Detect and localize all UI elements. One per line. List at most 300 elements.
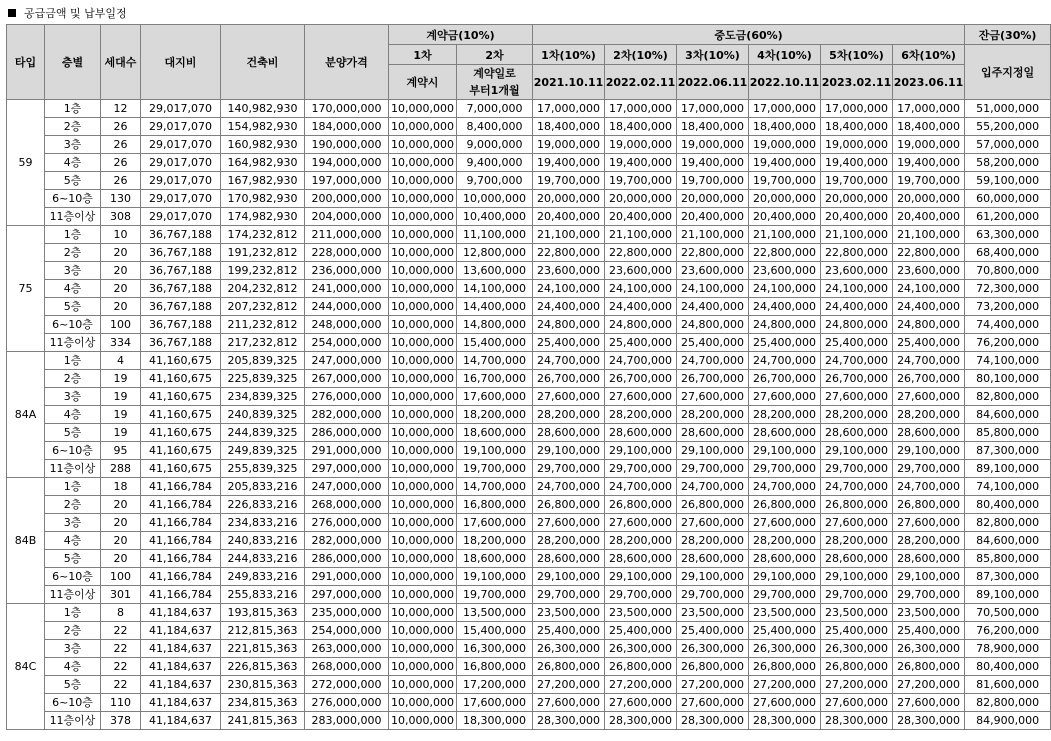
- middle-2-cell: 26,800,000: [605, 496, 677, 514]
- middle-2-cell: 23,500,000: [605, 604, 677, 622]
- units-cell: 301: [101, 586, 141, 604]
- middle-6-cell: 24,800,000: [893, 316, 965, 334]
- middle-1-cell: 27,200,000: [533, 676, 605, 694]
- middle-1-cell: 29,100,000: [533, 442, 605, 460]
- middle-5-cell: 23,600,000: [821, 262, 893, 280]
- middle-3-cell: 27,600,000: [677, 514, 749, 532]
- floor-cell: 5층: [45, 676, 101, 694]
- middle-6-cell: 28,200,000: [893, 532, 965, 550]
- middle-1-cell: 18,400,000: [533, 118, 605, 136]
- floor-cell: 5층: [45, 550, 101, 568]
- deposit-2-cell: 9,400,000: [457, 154, 533, 172]
- table-row: [7, 496, 1051, 514]
- sale-price-cell: 276,000,000: [305, 388, 389, 406]
- header-middle-2-date: 2022.02.11: [605, 65, 677, 100]
- middle-5-cell: 28,600,000: [821, 550, 893, 568]
- deposit-2-cell: 18,600,000: [457, 550, 533, 568]
- balance-cell: 68,400,000: [965, 244, 1051, 262]
- sale-price-cell: 297,000,000: [305, 460, 389, 478]
- sale-price-cell: 291,000,000: [305, 442, 389, 460]
- land-cost-cell: 41,160,675: [141, 406, 221, 424]
- floor-cell: 4층: [45, 532, 101, 550]
- deposit-2-cell: 18,600,000: [457, 424, 533, 442]
- floor-cell: 2층: [45, 370, 101, 388]
- middle-1-cell: 28,300,000: [533, 712, 605, 730]
- building-cost-cell: 211,232,812: [221, 316, 305, 334]
- section-title-text: 공급금액 및 납부일정: [24, 7, 127, 20]
- middle-2-cell: 28,200,000: [605, 406, 677, 424]
- balance-cell: 55,200,000: [965, 118, 1051, 136]
- land-cost-cell: 41,166,784: [141, 550, 221, 568]
- middle-4-cell: 25,400,000: [749, 622, 821, 640]
- deposit-1-cell: 10,000,000: [389, 172, 457, 190]
- land-cost-cell: 41,160,675: [141, 442, 221, 460]
- middle-3-cell: 23,600,000: [677, 262, 749, 280]
- middle-6-cell: 22,800,000: [893, 244, 965, 262]
- middle-6-cell: 27,600,000: [893, 388, 965, 406]
- land-cost-cell: 29,017,070: [141, 136, 221, 154]
- deposit-2-cell: 17,600,000: [457, 388, 533, 406]
- table-row: [7, 442, 1051, 460]
- land-cost-cell: 36,767,188: [141, 244, 221, 262]
- sale-price-cell: 254,000,000: [305, 334, 389, 352]
- deposit-2-cell: 16,300,000: [457, 640, 533, 658]
- deposit-2-cell: 12,800,000: [457, 244, 533, 262]
- sale-price-cell: 247,000,000: [305, 352, 389, 370]
- sale-price-cell: 170,000,000: [305, 100, 389, 118]
- deposit-1-cell: 10,000,000: [389, 388, 457, 406]
- table-row: [7, 370, 1051, 388]
- header-deposit-1-date: 계약시: [389, 65, 457, 100]
- middle-4-cell: 29,100,000: [749, 442, 821, 460]
- floor-cell: 3층: [45, 640, 101, 658]
- header-deposit-2-date-line1: 계약일로: [473, 67, 516, 80]
- middle-2-cell: 25,400,000: [605, 334, 677, 352]
- deposit-2-cell: 18,200,000: [457, 406, 533, 424]
- land-cost-cell: 29,017,070: [141, 172, 221, 190]
- building-cost-cell: 160,982,930: [221, 136, 305, 154]
- land-cost-cell: 36,767,188: [141, 280, 221, 298]
- middle-1-cell: 27,600,000: [533, 514, 605, 532]
- deposit-2-cell: 7,000,000: [457, 100, 533, 118]
- building-cost-cell: 255,839,325: [221, 460, 305, 478]
- sale-price-cell: 248,000,000: [305, 316, 389, 334]
- middle-2-cell: 28,600,000: [605, 550, 677, 568]
- sale-price-cell: 241,000,000: [305, 280, 389, 298]
- floor-cell: 4층: [45, 154, 101, 172]
- middle-1-cell: 25,400,000: [533, 622, 605, 640]
- middle-5-cell: 27,200,000: [821, 676, 893, 694]
- building-cost-cell: 140,982,930: [221, 100, 305, 118]
- middle-2-cell: 29,100,000: [605, 568, 677, 586]
- building-cost-cell: 244,839,325: [221, 424, 305, 442]
- units-cell: 20: [101, 532, 141, 550]
- middle-6-cell: 26,800,000: [893, 658, 965, 676]
- units-cell: 378: [101, 712, 141, 730]
- units-cell: 130: [101, 190, 141, 208]
- deposit-1-cell: 10,000,000: [389, 424, 457, 442]
- deposit-1-cell: 10,000,000: [389, 586, 457, 604]
- land-cost-cell: 41,160,675: [141, 370, 221, 388]
- deposit-1-cell: 10,000,000: [389, 334, 457, 352]
- supply-price-schedule-table: [6, 24, 1051, 730]
- balance-cell: 76,200,000: [965, 334, 1051, 352]
- middle-2-cell: 18,400,000: [605, 118, 677, 136]
- balance-cell: 80,400,000: [965, 496, 1051, 514]
- middle-4-cell: 20,000,000: [749, 190, 821, 208]
- building-cost-cell: 234,833,216: [221, 514, 305, 532]
- middle-5-cell: 24,700,000: [821, 478, 893, 496]
- balance-cell: 70,800,000: [965, 262, 1051, 280]
- land-cost-cell: 29,017,070: [141, 100, 221, 118]
- deposit-1-cell: 10,000,000: [389, 370, 457, 388]
- middle-5-cell: 29,700,000: [821, 460, 893, 478]
- land-cost-cell: 41,160,675: [141, 460, 221, 478]
- table-row: [7, 406, 1051, 424]
- units-cell: 100: [101, 568, 141, 586]
- middle-4-cell: 29,100,000: [749, 568, 821, 586]
- middle-6-cell: 27,600,000: [893, 694, 965, 712]
- balance-cell: 60,000,000: [965, 190, 1051, 208]
- middle-6-cell: 27,200,000: [893, 676, 965, 694]
- middle-2-cell: 27,600,000: [605, 694, 677, 712]
- middle-6-cell: 20,400,000: [893, 208, 965, 226]
- deposit-1-cell: 10,000,000: [389, 226, 457, 244]
- middle-1-cell: 24,700,000: [533, 478, 605, 496]
- building-cost-cell: 174,232,812: [221, 226, 305, 244]
- middle-1-cell: 20,000,000: [533, 190, 605, 208]
- deposit-1-cell: 10,000,000: [389, 154, 457, 172]
- building-cost-cell: 199,232,812: [221, 262, 305, 280]
- header-deposit-group: 계약금(10%): [389, 25, 533, 45]
- land-cost-cell: 29,017,070: [141, 118, 221, 136]
- deposit-2-cell: 8,400,000: [457, 118, 533, 136]
- sale-price-cell: 291,000,000: [305, 568, 389, 586]
- middle-2-cell: 29,100,000: [605, 442, 677, 460]
- middle-3-cell: 19,700,000: [677, 172, 749, 190]
- middle-1-cell: 28,600,000: [533, 424, 605, 442]
- middle-4-cell: 29,700,000: [749, 586, 821, 604]
- middle-6-cell: 24,400,000: [893, 298, 965, 316]
- table-row: [7, 658, 1051, 676]
- header-middle-5: 5차(10%): [821, 45, 893, 65]
- middle-4-cell: 26,300,000: [749, 640, 821, 658]
- middle-1-cell: 21,100,000: [533, 226, 605, 244]
- middle-6-cell: 29,700,000: [893, 586, 965, 604]
- floor-cell: 2층: [45, 118, 101, 136]
- balance-cell: 82,800,000: [965, 514, 1051, 532]
- middle-1-cell: 19,000,000: [533, 136, 605, 154]
- floor-cell: 6~10층: [45, 694, 101, 712]
- table-row: [7, 676, 1051, 694]
- floor-cell: 6~10층: [45, 316, 101, 334]
- land-cost-cell: 29,017,070: [141, 190, 221, 208]
- deposit-2-cell: 17,600,000: [457, 514, 533, 532]
- floor-cell: 1층: [45, 226, 101, 244]
- header-deposit-2: 2차: [457, 45, 533, 65]
- middle-2-cell: 22,800,000: [605, 244, 677, 262]
- middle-1-cell: 23,500,000: [533, 604, 605, 622]
- middle-3-cell: 28,600,000: [677, 550, 749, 568]
- building-cost-cell: 230,815,363: [221, 676, 305, 694]
- units-cell: 8: [101, 604, 141, 622]
- middle-5-cell: 17,000,000: [821, 100, 893, 118]
- table-row: [7, 586, 1051, 604]
- middle-3-cell: 20,400,000: [677, 208, 749, 226]
- header-middle-4: 4차(10%): [749, 45, 821, 65]
- sale-price-cell: 204,000,000: [305, 208, 389, 226]
- header-type: 타입: [7, 25, 45, 100]
- middle-2-cell: 19,700,000: [605, 172, 677, 190]
- middle-1-cell: 19,700,000: [533, 172, 605, 190]
- middle-1-cell: 24,700,000: [533, 352, 605, 370]
- deposit-1-cell: 10,000,000: [389, 712, 457, 730]
- table-row: [7, 118, 1051, 136]
- building-cost-cell: 241,815,363: [221, 712, 305, 730]
- middle-2-cell: 20,400,000: [605, 208, 677, 226]
- table-row: [7, 388, 1051, 406]
- deposit-1-cell: 10,000,000: [389, 676, 457, 694]
- middle-2-cell: 27,600,000: [605, 514, 677, 532]
- middle-4-cell: 29,700,000: [749, 460, 821, 478]
- middle-4-cell: 23,600,000: [749, 262, 821, 280]
- middle-5-cell: 24,100,000: [821, 280, 893, 298]
- deposit-1-cell: 10,000,000: [389, 136, 457, 154]
- middle-6-cell: 23,600,000: [893, 262, 965, 280]
- building-cost-cell: 164,982,930: [221, 154, 305, 172]
- floor-cell: 11층이상: [45, 208, 101, 226]
- middle-3-cell: 28,300,000: [677, 712, 749, 730]
- middle-6-cell: 21,100,000: [893, 226, 965, 244]
- middle-5-cell: 26,700,000: [821, 370, 893, 388]
- middle-2-cell: 25,400,000: [605, 622, 677, 640]
- floor-cell: 11층이상: [45, 712, 101, 730]
- building-cost-cell: 154,982,930: [221, 118, 305, 136]
- table-row: [7, 172, 1051, 190]
- type-cell: 59: [7, 100, 45, 226]
- middle-4-cell: 26,700,000: [749, 370, 821, 388]
- building-cost-cell: 207,232,812: [221, 298, 305, 316]
- header-middle-6: 6차(10%): [893, 45, 965, 65]
- deposit-2-cell: 14,800,000: [457, 316, 533, 334]
- building-cost-cell: 191,232,812: [221, 244, 305, 262]
- middle-5-cell: 23,500,000: [821, 604, 893, 622]
- land-cost-cell: 36,767,188: [141, 334, 221, 352]
- land-cost-cell: 41,166,784: [141, 586, 221, 604]
- floor-cell: 11층이상: [45, 334, 101, 352]
- sale-price-cell: 283,000,000: [305, 712, 389, 730]
- units-cell: 22: [101, 622, 141, 640]
- units-cell: 12: [101, 100, 141, 118]
- middle-6-cell: 28,600,000: [893, 550, 965, 568]
- land-cost-cell: 41,166,784: [141, 496, 221, 514]
- middle-5-cell: 29,100,000: [821, 442, 893, 460]
- middle-6-cell: 29,100,000: [893, 568, 965, 586]
- middle-1-cell: 22,800,000: [533, 244, 605, 262]
- middle-6-cell: 27,600,000: [893, 514, 965, 532]
- sale-price-cell: 211,000,000: [305, 226, 389, 244]
- deposit-1-cell: 10,000,000: [389, 118, 457, 136]
- middle-6-cell: 26,800,000: [893, 496, 965, 514]
- middle-3-cell: 24,800,000: [677, 316, 749, 334]
- middle-3-cell: 29,700,000: [677, 460, 749, 478]
- land-cost-cell: 41,160,675: [141, 424, 221, 442]
- units-cell: 20: [101, 280, 141, 298]
- units-cell: 22: [101, 676, 141, 694]
- middle-5-cell: 25,400,000: [821, 622, 893, 640]
- middle-5-cell: 21,100,000: [821, 226, 893, 244]
- sale-price-cell: 297,000,000: [305, 586, 389, 604]
- table-row: [7, 334, 1051, 352]
- units-cell: 308: [101, 208, 141, 226]
- header-middle-2: 2차(10%): [605, 45, 677, 65]
- sale-price-cell: 272,000,000: [305, 676, 389, 694]
- deposit-1-cell: 10,000,000: [389, 496, 457, 514]
- header-deposit-2-date: [457, 65, 533, 100]
- building-cost-cell: 240,833,216: [221, 532, 305, 550]
- middle-4-cell: 24,100,000: [749, 280, 821, 298]
- middle-4-cell: 27,200,000: [749, 676, 821, 694]
- middle-4-cell: 19,000,000: [749, 136, 821, 154]
- middle-2-cell: 28,200,000: [605, 532, 677, 550]
- table-body: [7, 100, 1051, 730]
- middle-2-cell: 19,400,000: [605, 154, 677, 172]
- middle-5-cell: 26,800,000: [821, 658, 893, 676]
- building-cost-cell: 170,982,930: [221, 190, 305, 208]
- land-cost-cell: 29,017,070: [141, 208, 221, 226]
- table-row: [7, 460, 1051, 478]
- middle-4-cell: 21,100,000: [749, 226, 821, 244]
- middle-1-cell: 23,600,000: [533, 262, 605, 280]
- deposit-1-cell: 10,000,000: [389, 532, 457, 550]
- middle-2-cell: 27,600,000: [605, 388, 677, 406]
- deposit-2-cell: 17,600,000: [457, 694, 533, 712]
- deposit-2-cell: 19,100,000: [457, 442, 533, 460]
- type-cell: 84B: [7, 478, 45, 604]
- land-cost-cell: 41,184,637: [141, 622, 221, 640]
- middle-5-cell: 24,700,000: [821, 352, 893, 370]
- type-cell: 75: [7, 226, 45, 352]
- header-units: 세대수: [101, 25, 141, 100]
- middle-4-cell: 27,600,000: [749, 514, 821, 532]
- land-cost-cell: 41,166,784: [141, 514, 221, 532]
- middle-4-cell: 24,400,000: [749, 298, 821, 316]
- header-land-cost: 대지비: [141, 25, 221, 100]
- balance-cell: 82,800,000: [965, 694, 1051, 712]
- deposit-2-cell: 14,700,000: [457, 478, 533, 496]
- units-cell: 26: [101, 136, 141, 154]
- middle-2-cell: 17,000,000: [605, 100, 677, 118]
- middle-3-cell: 25,400,000: [677, 334, 749, 352]
- middle-6-cell: 24,700,000: [893, 478, 965, 496]
- middle-1-cell: 17,000,000: [533, 100, 605, 118]
- balance-cell: 85,800,000: [965, 424, 1051, 442]
- deposit-1-cell: 10,000,000: [389, 298, 457, 316]
- middle-2-cell: 23,600,000: [605, 262, 677, 280]
- middle-5-cell: 25,400,000: [821, 334, 893, 352]
- balance-cell: 87,300,000: [965, 568, 1051, 586]
- land-cost-cell: 41,160,675: [141, 352, 221, 370]
- building-cost-cell: 217,232,812: [221, 334, 305, 352]
- deposit-2-cell: 13,500,000: [457, 604, 533, 622]
- land-cost-cell: 41,184,637: [141, 712, 221, 730]
- middle-2-cell: 24,700,000: [605, 478, 677, 496]
- middle-3-cell: 29,100,000: [677, 442, 749, 460]
- deposit-1-cell: 10,000,000: [389, 100, 457, 118]
- sale-price-cell: 244,000,000: [305, 298, 389, 316]
- units-cell: 19: [101, 388, 141, 406]
- units-cell: 110: [101, 694, 141, 712]
- units-cell: 26: [101, 172, 141, 190]
- middle-3-cell: 24,100,000: [677, 280, 749, 298]
- middle-5-cell: 28,300,000: [821, 712, 893, 730]
- middle-5-cell: 19,000,000: [821, 136, 893, 154]
- deposit-2-cell: 15,400,000: [457, 622, 533, 640]
- deposit-1-cell: 10,000,000: [389, 550, 457, 568]
- middle-1-cell: 26,700,000: [533, 370, 605, 388]
- middle-4-cell: 28,200,000: [749, 532, 821, 550]
- balance-cell: 74,400,000: [965, 316, 1051, 334]
- middle-2-cell: 26,300,000: [605, 640, 677, 658]
- header-middle-5-date: 2023.02.11: [821, 65, 893, 100]
- middle-1-cell: 24,400,000: [533, 298, 605, 316]
- middle-3-cell: 27,200,000: [677, 676, 749, 694]
- balance-cell: 89,100,000: [965, 460, 1051, 478]
- building-cost-cell: 167,982,930: [221, 172, 305, 190]
- middle-1-cell: 27,600,000: [533, 388, 605, 406]
- middle-1-cell: 28,600,000: [533, 550, 605, 568]
- middle-1-cell: 26,800,000: [533, 496, 605, 514]
- table-row: [7, 244, 1051, 262]
- middle-1-cell: 24,100,000: [533, 280, 605, 298]
- middle-6-cell: 17,000,000: [893, 100, 965, 118]
- middle-1-cell: 29,100,000: [533, 568, 605, 586]
- land-cost-cell: 36,767,188: [141, 298, 221, 316]
- header-middle-1: 1차(10%): [533, 45, 605, 65]
- land-cost-cell: 41,166,784: [141, 532, 221, 550]
- land-cost-cell: 36,767,188: [141, 316, 221, 334]
- table-row: [7, 514, 1051, 532]
- table-row: [7, 316, 1051, 334]
- table-row: [7, 712, 1051, 730]
- deposit-2-cell: 19,700,000: [457, 586, 533, 604]
- building-cost-cell: 240,839,325: [221, 406, 305, 424]
- middle-5-cell: 26,300,000: [821, 640, 893, 658]
- middle-3-cell: 23,500,000: [677, 604, 749, 622]
- table-row: [7, 280, 1051, 298]
- table-row: [7, 478, 1051, 496]
- middle-6-cell: 18,400,000: [893, 118, 965, 136]
- middle-5-cell: 26,800,000: [821, 496, 893, 514]
- building-cost-cell: 234,839,325: [221, 388, 305, 406]
- middle-5-cell: 22,800,000: [821, 244, 893, 262]
- floor-cell: 2층: [45, 622, 101, 640]
- balance-cell: 70,500,000: [965, 604, 1051, 622]
- deposit-1-cell: 10,000,000: [389, 658, 457, 676]
- sale-price-cell: 263,000,000: [305, 640, 389, 658]
- header-middle-6-date: 2023.06.11: [893, 65, 965, 100]
- units-cell: 18: [101, 478, 141, 496]
- middle-1-cell: 27,600,000: [533, 694, 605, 712]
- sale-price-cell: 282,000,000: [305, 532, 389, 550]
- building-cost-cell: 225,839,325: [221, 370, 305, 388]
- sale-price-cell: 184,000,000: [305, 118, 389, 136]
- middle-3-cell: 19,000,000: [677, 136, 749, 154]
- building-cost-cell: 204,232,812: [221, 280, 305, 298]
- middle-6-cell: 19,400,000: [893, 154, 965, 172]
- floor-cell: 2층: [45, 244, 101, 262]
- middle-4-cell: 24,700,000: [749, 352, 821, 370]
